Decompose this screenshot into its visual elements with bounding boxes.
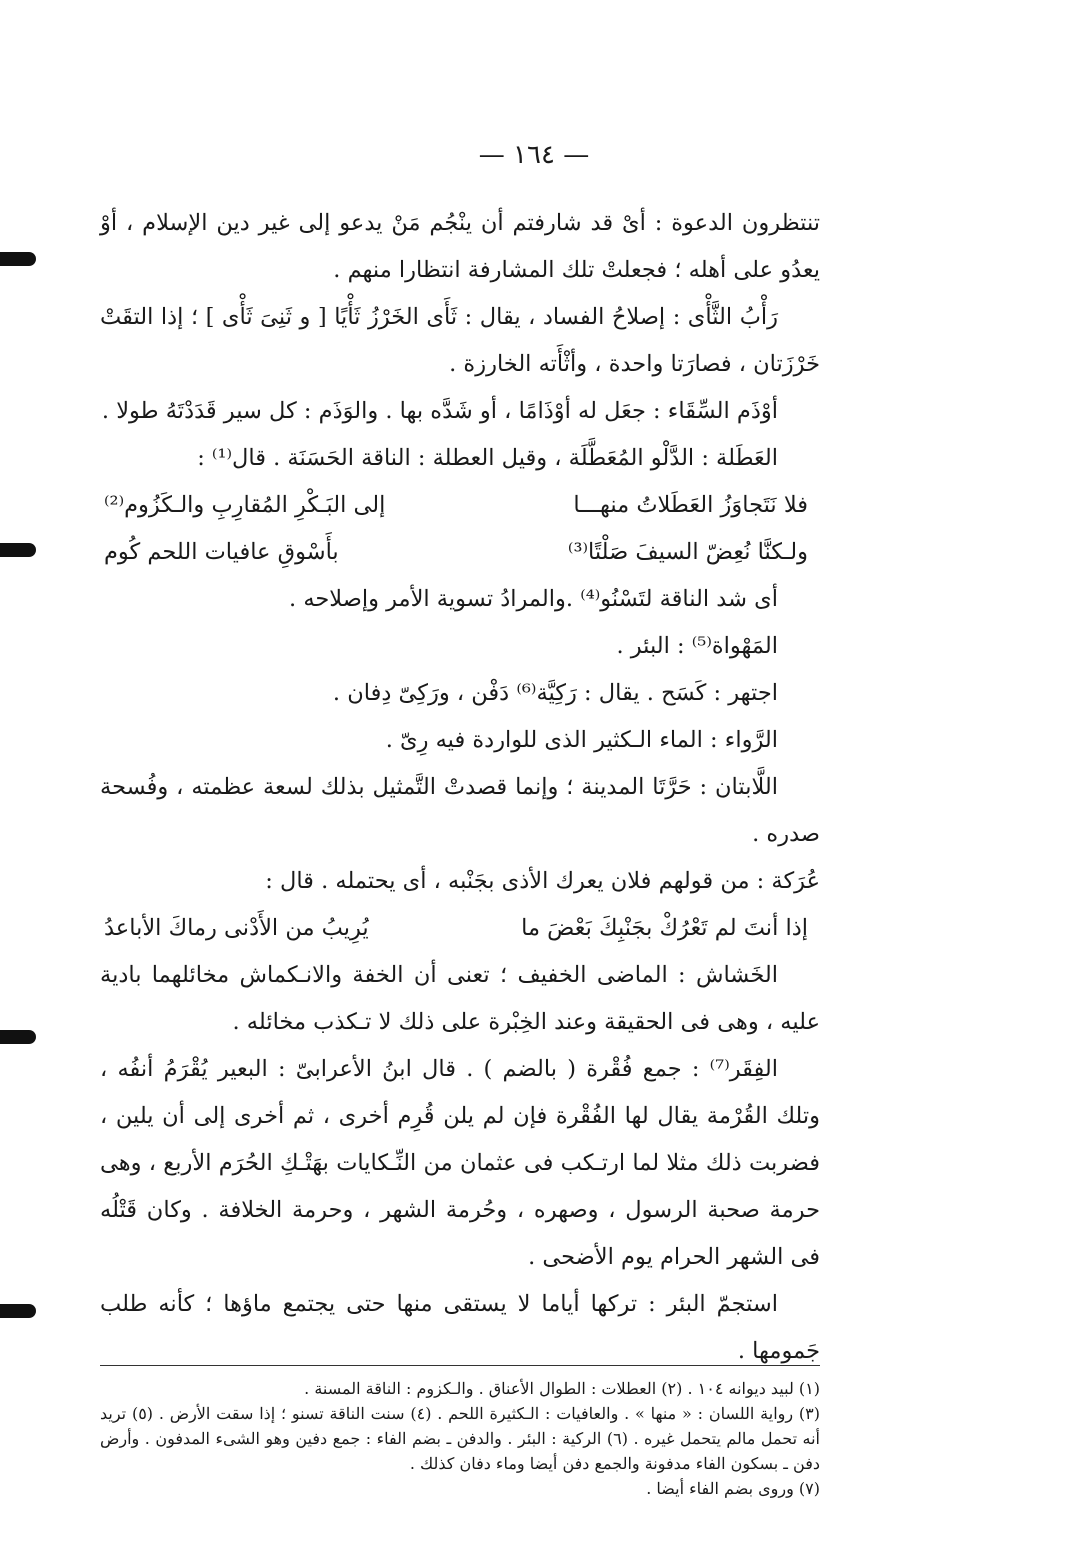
binding-mark xyxy=(0,543,36,557)
binding-mark xyxy=(0,252,36,266)
glossary-entry: الفِقَر⁽⁷⁾ : جمع فُقْرة ( بالضم ) . قال ابنُ الأعرابىّ : البعير يُقْرَمُ أنفُه ، وتلك القُرْمة يقال لها الفُقْرة فإن لم يلن قُرِم أخرى ، ثم أخرى إلى أن يلين ، فضربت ذلك مثلا لما ارتـكب فى عثمان من النِّـكايات بهَتْـكِ الحُرَم الأربع ، وهى حرمة صحبة الرسول ، وصهره ، وحُرمة الشهر ، وحرمة الخلافة . وكان قَتْلُه فى الشهر الحرام يوم الأضحى . xyxy=(100,1056,820,1270)
glossary-entry: استجمّ البئر : تركها أياما لا يستقى منها حتى يجتمع ماؤها ؛ كأنه طلب جَمومها . xyxy=(100,1291,820,1364)
poem-verse xyxy=(100,529,820,576)
verse-second-hemistich: بأَسْوقِ عافيات اللحم كُوم xyxy=(104,539,339,565)
footnote-divider xyxy=(100,1365,820,1366)
verse-first-hemistich: فلا نَتَجاوَزُ العَطَلاتُ منهـــا xyxy=(573,492,808,518)
glossary-entry: أوْذَم السِّقَاء : جعَل له أوْذَامًا ، أو شَدَّه بها . والوَذَم : كل سير قَدَدْتَهُ طولا . xyxy=(101,398,778,424)
binding-mark xyxy=(0,1030,36,1044)
binding-mark xyxy=(0,1304,36,1318)
page-number: — ١٦٤ — xyxy=(478,140,590,170)
poem-verse xyxy=(100,905,820,952)
glossary-entry: اجتهر : كَسَح . يقال : رَكِيَّة⁽⁶⁾ دَفْن ، ورَكِىّ دِفان . xyxy=(332,680,778,706)
poem-verse xyxy=(100,482,820,529)
glossary-entry: الرَّواء : الماء الـكثير الذى للواردة فيه رِىّ . xyxy=(385,727,778,753)
glossary-entry: الخَشاش : الماضى الخفيف ؛ تعنى أن الخفة والانـكماش مخائلهما بادية عليه ، وهى فى الحقيقة وعند الخِبْرة على ذلك لا تـكذب مخائله . xyxy=(100,962,820,1035)
verse-second-hemistich: يُرِيبُ من الأَدْنى رماكَ الأباعدُ xyxy=(104,915,369,941)
glossary-entry: أى شد الناقة لتَسْنُو⁽⁴⁾ .والمرادُ تسوية الأمر وإصلاحه . xyxy=(289,586,778,612)
verse-first-hemistich: إذا أنتَ لم تَعْرُكْ بجَنْبِكَ بَعْضَ ما xyxy=(521,915,808,941)
paragraph: تنتظرون الدعوة : أىْ قد شارفتم أن ينْجُم مَنْ يدعو إلى غير دين الإسلام ، أوْ يعدُو على أهله ؛ فجعلتْ تلك المشارفة انتظارا منهم . xyxy=(100,210,820,283)
glossary-entry: عُرَكة : من قولهم فلان يعرك الأذى بجَنْبه ، أى يحتمله . قال : xyxy=(265,868,820,894)
main-text xyxy=(100,200,820,1375)
glossary-entry: المَهْواة⁽⁵⁾ : البئر . xyxy=(616,633,778,659)
footnotes xyxy=(100,1376,820,1501)
glossary-entry: اللَّابتان : حَرَّتَا المدينة ؛ وإنما قصدتْ التَّمثيل بذلك لسعة عظمته ، وفُسحة صدره . xyxy=(100,774,820,847)
footnote: (٧) وروى بضم الفاء أيضا . xyxy=(646,1479,820,1498)
verse-first-hemistich: ولـكنَّا نُعِضّ السيفَ صَلْتًا⁽³⁾ xyxy=(567,539,808,565)
glossary-entry: العَطَلة : الدَّلْو المُعَطَّلَة ، وقيل العطلة : الناقة الحَسَنَة . قال⁽¹⁾ : xyxy=(197,445,778,471)
footnote: (١) لبيد ديوانه ١٠٤ . (٢) العطلات : الطوال الأعناق . والـكزوم : الناقة المسنة . xyxy=(304,1379,820,1398)
glossary-entry: رَأْبُ الثَّأْى : إصلاحُ الفساد ، يقال : ثَأَى الخَرْزُ ثَأْيًا [ و ثَنِىَ ثَأْى ] ؛ إذا التقَتْ خَرْزَتان ، فصارَتا واحدة ، وأثْأَته الخارزة . xyxy=(100,304,820,377)
footnote: (٣) رواية اللسان : « منها » . والعافيات : الـكثيرة اللحم . (٤) سنت الناقة تسنو ؛ إذا سقت الأرض . (٥) تريد أنه تحمل مالم يتحمل غيره . (٦) الركية : البئر . والدفن ـ بضم الفاء : جمع دفين وهو الشىء المدفون . وأرض دفن ـ بسكون الفاء مدفونة والجمع دفن أيضا وماء دفان كذلك . xyxy=(100,1404,820,1473)
verse-second-hemistich: إلى البَـكْرِ المُقارِبِ والـكَزُوم⁽²⁾ xyxy=(104,492,386,518)
